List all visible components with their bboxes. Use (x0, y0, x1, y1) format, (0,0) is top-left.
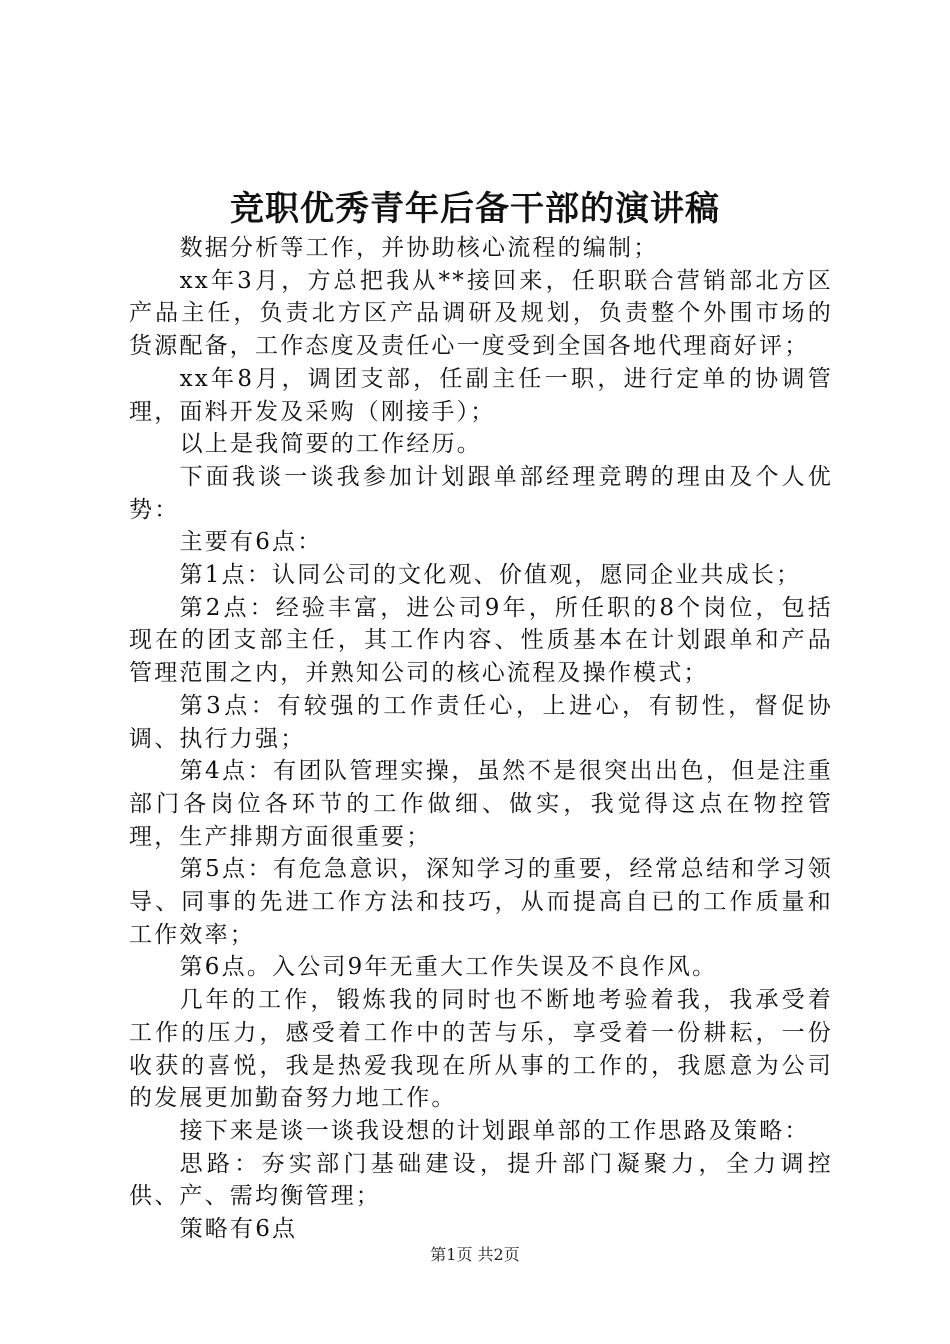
page-number-footer: 第1页 共2页 (430, 1245, 520, 1264)
paragraph: 第2点：经验丰富，进公司9年，所任职的8个岗位，包括现在的团支部主任，其工作内容、性质基本在计划跟单和产品管理范围之内，并熟知公司的核心流程及操作模式； (129, 594, 833, 687)
paragraph: 几年的工作，锻炼我的同时也不断地考验着我，我承受着工作的压力，感受着工作中的苦与乐，享受着一份耕耘，一份收获的喜悦，我是热爱我现在所从事的工作的，我愿意为公司的发展更加勤奋努力地工作。 (129, 987, 833, 1112)
paragraph: xx年3月，方总把我从**接回来，任职联合营销部北方区产品主任，负责北方区产品调研及规划，负责整个外围市场的货源配备，工作态度及责任心一度受到全国各地代理商好评； (129, 267, 833, 360)
paragraph: 接下来是谈一谈我设想的计划跟单部的工作思路及策略： (179, 1117, 810, 1144)
paragraph: 以上是我简要的工作经历。 (179, 431, 482, 458)
document-title: 竞职优秀青年后备干部的演讲稿 (230, 189, 720, 229)
paragraph: 思路：夯实部门基础建设，提升部门凝聚力，全力调控供、产、需均衡管理； (129, 1150, 833, 1210)
paragraph: 第4点：有团队管理实操，虽然不是很突出出色，但是注重部门各岗位各环节的工作做细、做实，我觉得这点在物控管理，生产排期方面很重要； (129, 758, 833, 850)
paragraph: 策略有6点 (179, 1216, 298, 1243)
paragraph: 第1点：认同公司的文化观、价值观，愿同企业共成长； (179, 562, 802, 589)
paragraph: 第6点。入公司9年无重大工作失误及不良作风。 (179, 954, 718, 981)
paragraph: 第5点：有危急意识，深知学习的重要，经常总结和学习领导、同事的先进工作方法和技巧，从而提高自已的工作质量和工作效率； (129, 856, 833, 948)
paragraph: 下面我谈一谈我参加计划跟单部经理竞聘的理由及个人优势： (129, 463, 833, 523)
document-body (129, 232, 833, 1246)
paragraph: xx年8月，调团支部，任副主任一职，进行定单的协调管理，面料开发及采购（刚接手）； (129, 365, 833, 425)
paragraph: 第3点：有较强的工作责任心，上进心，有韧性，督促协调、执行力强； (129, 692, 833, 752)
paragraph: 主要有6点： (179, 529, 323, 556)
paragraph: 数据分析等工作，并协助核心流程的编制； (179, 235, 659, 261)
